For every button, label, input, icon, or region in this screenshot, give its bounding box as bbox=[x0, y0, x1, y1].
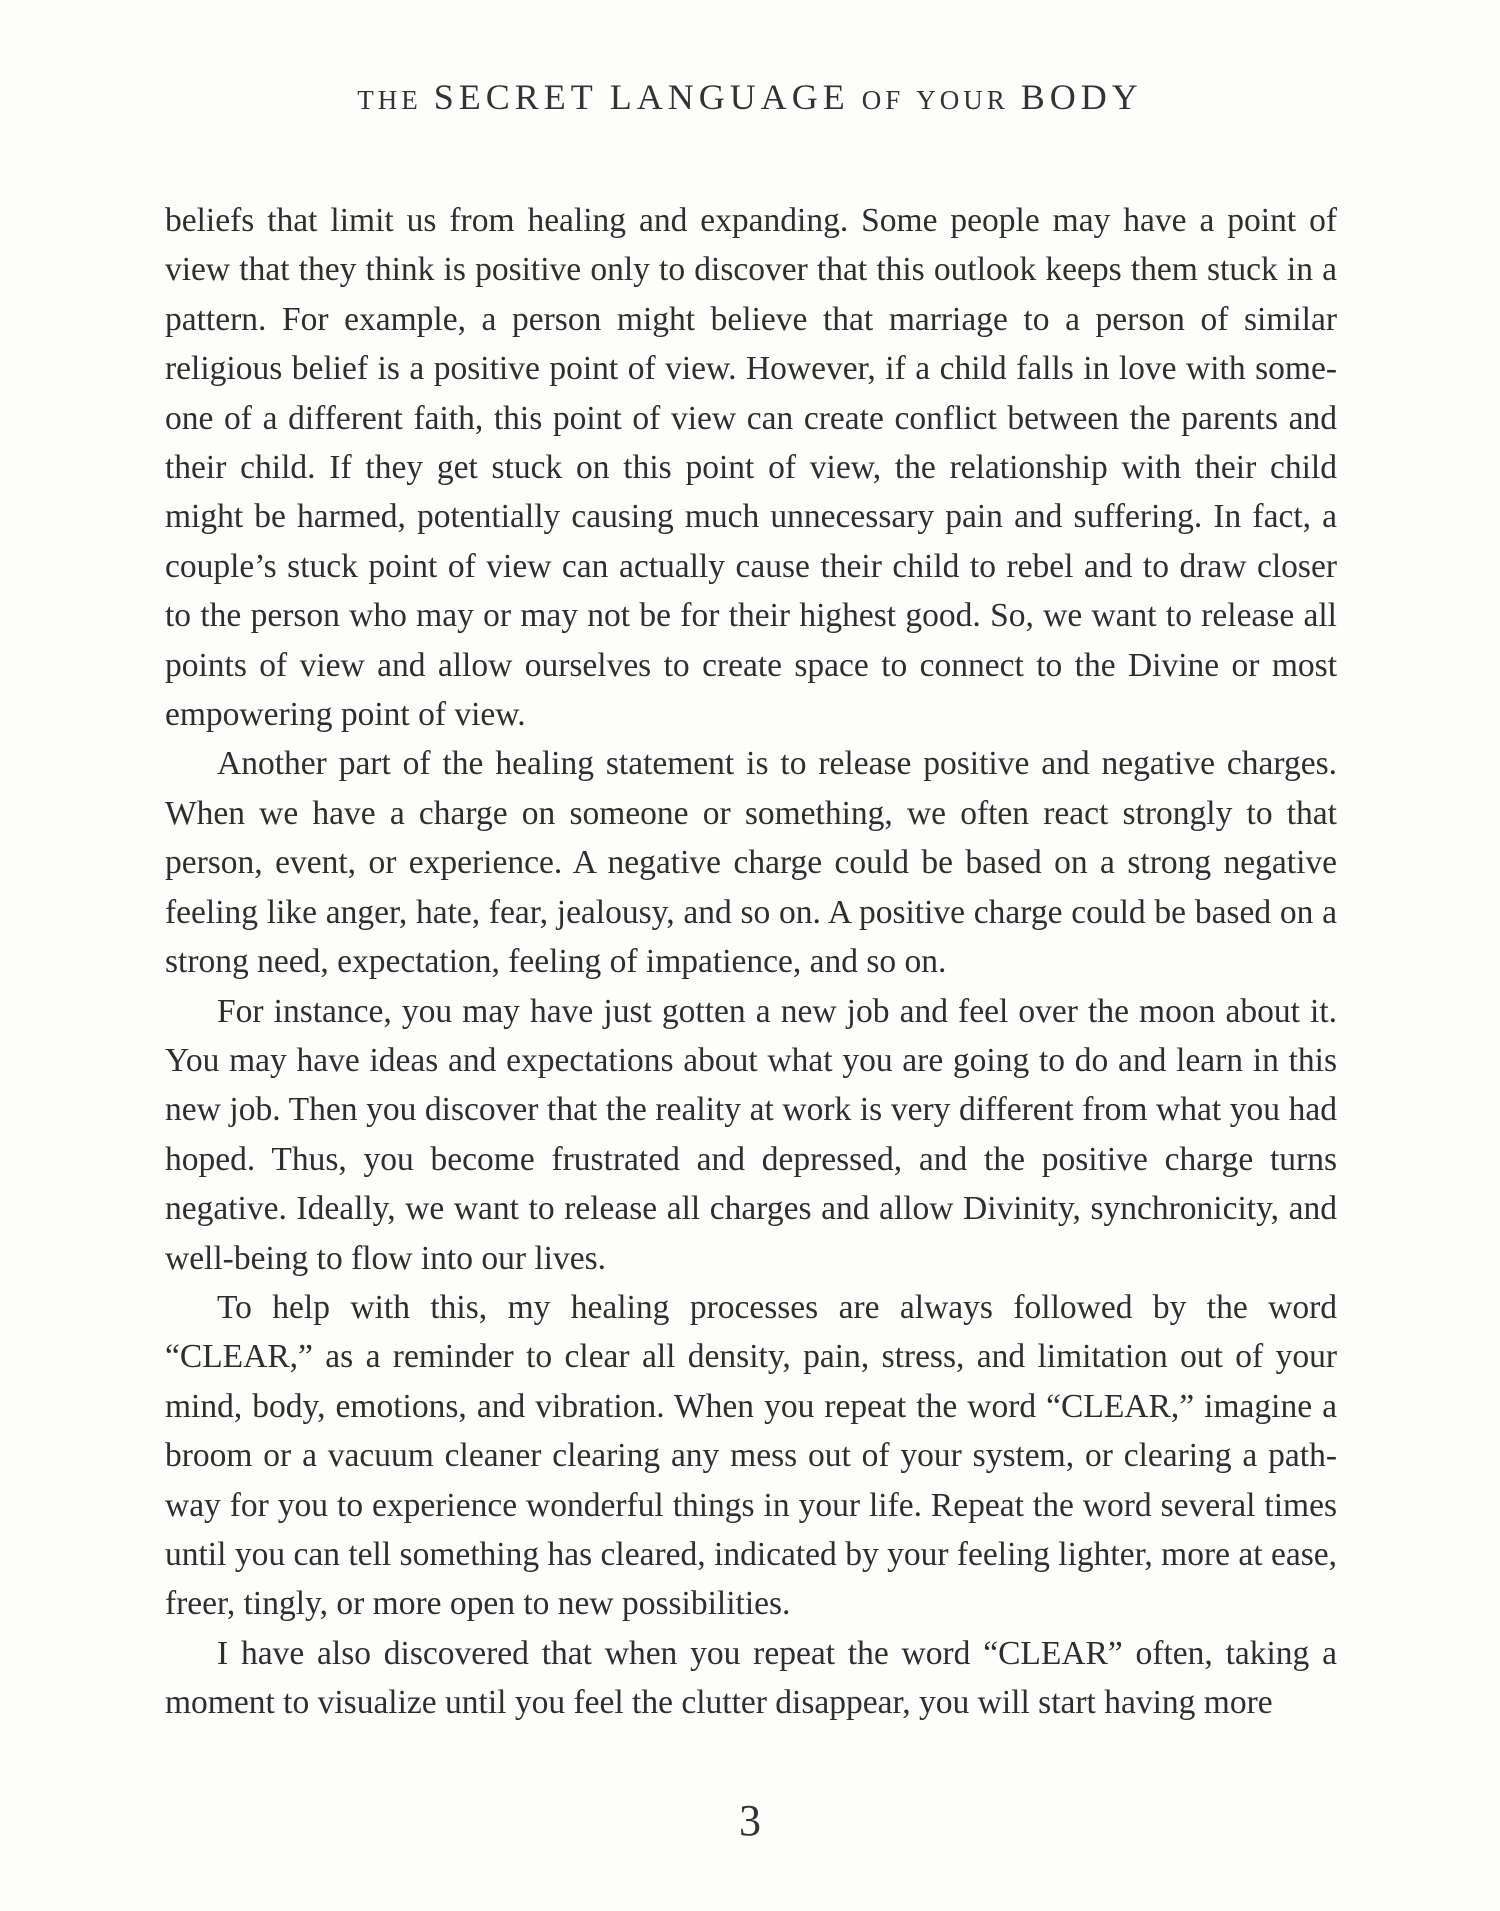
paragraph: I have also discovered that when you repeat the word “CLEAR” often, taking a moment to visualize until you feel the clutter disappear, you will start having more bbox=[165, 1634, 1337, 1722]
paragraph: To help with this, my healing processes are always followed by the word “CLEAR,” as a reminder to clear all density, pain, stress, and limitation out of your mind, body, emotions, and vibration. When you repeat the word “CLEAR,” imagine a broom or a vacuum cleaner clearing any mess out of your system, or clearing a path-way for you to experience wonderful things in your life. Repeat the word several times until you can tell something has cleared, indicated by your feeling lighter, more at ease, freer, tingly, or more open to new possibilities. bbox=[165, 1288, 1337, 1623]
page-number: 3 bbox=[739, 1796, 761, 1845]
paragraph: beliefs that limit us from healing and expanding. Some people may have a point of view that they think is positive only to discover that this outlook keeps them stuck in a pattern. For example, a person might believe that marriage to a person of similar religious belief is a positive point of view. However, if a child falls in love with some-one of a different faith, this point of view can create conflict between the parents and their child. If they get stuck on this point of view, the relationship with their child might be harmed, potentially causing much unnecessary pain and suffering. In fact, a couple’s stuck point of view can actually cause their child to rebel and to draw closer to the person who may or may not be for their highest good. So, we want to release all points of view and allow ourselves to create space to connect to the Divine or most empowering point of view. bbox=[165, 202, 1337, 734]
paragraph: For instance, you may have just gotten a new job and feel over the moon about it. You may have ideas and expectations about what you are going to do and learn in this new job. Then you discover that the reality at work is very different from what you had hoped. Thus, you become frustrated and depressed, and the positive charge turns negative. Ideally, we want to release all charges and allow Divinity, synchronicity, and well-being to flow into our lives. bbox=[165, 992, 1337, 1277]
body-text bbox=[165, 196, 1337, 1728]
paragraph: Another part of the healing statement is to release positive and negative charges. When we have a charge on someone or something, we often react strongly to that person, event, or experience. A negative charge could be based on a strong negative feeling like anger, hate, fear, jealousy, and so on. A positive charge could be based on a strong need, expectation, feeling of impatience, and so on. bbox=[165, 745, 1337, 981]
running-head-word: BODY bbox=[1020, 77, 1143, 117]
running-head-word: OF bbox=[861, 85, 905, 115]
running-head-word: YOUR bbox=[916, 85, 1009, 115]
running-head-word: SECRET bbox=[433, 77, 598, 117]
running-head bbox=[0, 76, 1500, 118]
running-head-word: THE bbox=[357, 85, 422, 115]
running-head-word: LANGUAGE bbox=[609, 77, 850, 117]
